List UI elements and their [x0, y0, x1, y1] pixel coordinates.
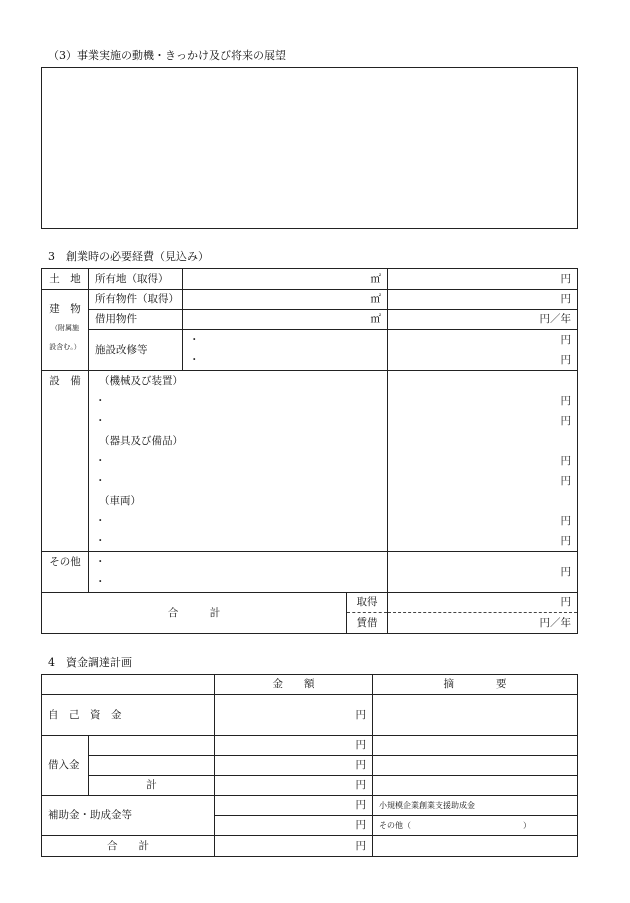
summary-header: 摘 要	[373, 675, 578, 695]
yen-unit: 円	[560, 515, 571, 527]
sqm-unit: ㎡	[370, 313, 381, 326]
bullet: ・	[189, 354, 200, 366]
yen-unit: 円	[388, 593, 577, 613]
bullet: ・	[189, 334, 200, 346]
yen-unit: 円	[560, 565, 571, 578]
own-funds-summary[interactable]	[373, 695, 578, 736]
subsidy-note-1: 小規模企業創業支援助成金	[373, 796, 578, 816]
vehicles-label: （車両）	[99, 495, 141, 507]
land-area-cell[interactable]	[183, 269, 388, 290]
yen-unit: 円	[355, 819, 366, 832]
building-label-cell	[42, 290, 89, 371]
grand-total-summary[interactable]	[373, 836, 578, 857]
startup-costs-heading: 3 創業時の必要経費（見込み）	[48, 250, 209, 263]
borrowing-label: 借入金	[42, 736, 89, 796]
borrowing-summary-2[interactable]	[373, 756, 578, 776]
funding-heading: 4 資金調達計画	[48, 656, 132, 669]
motivation-textbox[interactable]	[41, 67, 578, 229]
building-label: 建 物	[49, 303, 81, 315]
machinery-label: （機械及び装置）	[99, 375, 183, 387]
land-label: 土 地	[42, 269, 89, 290]
total-costs[interactable]	[388, 593, 578, 634]
renovation-costs[interactable]	[388, 330, 578, 371]
yen-unit: 円	[355, 799, 366, 812]
bullet: ・	[95, 415, 106, 427]
other-items[interactable]	[89, 552, 388, 593]
equipment-costs[interactable]	[388, 371, 578, 552]
borrowing-subtotal-amount[interactable]	[215, 776, 373, 796]
grand-total-label: 合 計	[42, 836, 215, 857]
yen-unit: 円	[560, 535, 571, 547]
yen-unit: 円	[560, 415, 571, 427]
yen-unit: 円	[355, 739, 366, 752]
yen-unit: 円	[560, 293, 571, 306]
total-row	[42, 593, 388, 634]
borrowing-source-2[interactable]	[89, 756, 215, 776]
borrowing-source-1[interactable]	[89, 736, 215, 756]
amount-header: 金 額	[215, 675, 373, 695]
sqm-unit: ㎡	[370, 293, 381, 306]
yen-unit: 円	[560, 395, 571, 407]
land-owned-label: 所有地（取得）	[89, 269, 183, 290]
subsidy-label: 補助金・助成金等	[42, 796, 215, 836]
building-note: （附属施	[51, 323, 79, 332]
grand-total-amount[interactable]	[215, 836, 373, 857]
building-leased-label: 借用物件	[89, 310, 183, 330]
yen-unit: 円	[560, 334, 571, 346]
borrowing-amount-1[interactable]	[215, 736, 373, 756]
yen-unit: 円	[560, 475, 571, 487]
equipment-label: 設 備	[42, 371, 89, 552]
building-leased-cost[interactable]	[388, 310, 578, 330]
funding-table	[41, 674, 578, 857]
funding-header-blank	[42, 675, 215, 695]
building-note-2: 設含む。）	[49, 342, 81, 351]
subsidy-amount-2[interactable]	[215, 816, 373, 836]
total-label: 合 計	[167, 607, 221, 619]
own-funds-amount[interactable]	[215, 695, 373, 736]
yen-unit: 円	[560, 354, 571, 366]
building-owned-area[interactable]	[183, 290, 388, 310]
bullet: ・	[95, 535, 106, 547]
building-leased-area[interactable]	[183, 310, 388, 330]
yen-unit: 円	[560, 455, 571, 467]
startup-costs-table	[41, 268, 578, 634]
yen-unit: 円	[355, 779, 366, 792]
building-owned-cost[interactable]	[388, 290, 578, 310]
fixtures-label: （器具及び備品）	[99, 435, 183, 447]
own-funds-label: 自 己 資 金	[42, 695, 215, 736]
borrowing-subtotal-summary[interactable]	[373, 776, 578, 796]
yen-unit: 円	[355, 759, 366, 772]
bullet: ・	[95, 475, 106, 487]
sqm-unit: ㎡	[370, 272, 381, 285]
bullet: ・	[95, 455, 106, 467]
lease-label: 賃借	[356, 617, 378, 629]
yen-unit: 円	[355, 708, 366, 721]
equipment-items[interactable]	[89, 371, 388, 552]
section3-sub-heading: （3）事業実施の動機・きっかけ及び将来の展望	[48, 49, 286, 62]
yen-unit: 円	[560, 272, 571, 285]
borrowing-subtotal-label: 計	[89, 776, 215, 796]
other-label: その他	[42, 552, 89, 593]
yen-unit: 円	[355, 839, 366, 852]
subsidy-note-2[interactable]: その他（ ）	[373, 816, 578, 836]
renovation-items[interactable]	[183, 330, 388, 371]
yen-per-year-unit: 円／年	[539, 313, 571, 326]
subsidy-amount-1[interactable]	[215, 796, 373, 816]
land-cost-cell[interactable]	[388, 269, 578, 290]
building-owned-label: 所有物件（取得）	[89, 290, 183, 310]
yen-per-year-unit: 円／年	[539, 617, 571, 629]
acquisition-label: 取得	[347, 593, 387, 613]
renovation-label: 施設改修等	[89, 330, 183, 371]
borrowing-summary-1[interactable]	[373, 736, 578, 756]
other-cost[interactable]	[388, 552, 578, 593]
bullet: ・	[95, 395, 106, 407]
bullet: ・	[95, 556, 106, 568]
borrowing-amount-2[interactable]	[215, 756, 373, 776]
bullet: ・	[95, 576, 106, 588]
bullet: ・	[95, 515, 106, 527]
